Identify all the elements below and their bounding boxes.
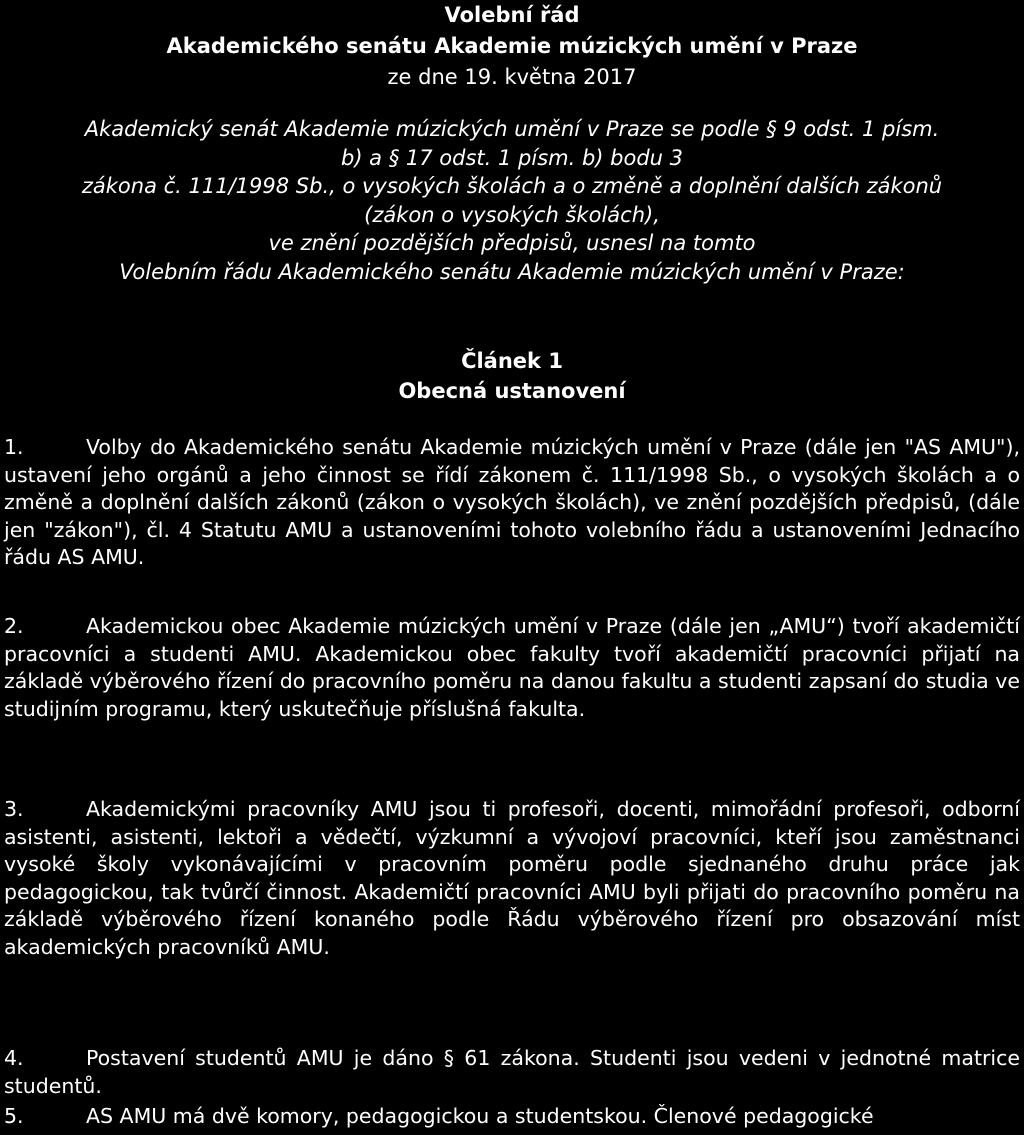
preamble-line: Akademický senát Akademie múzických umění v Praze se podle § 9 odst. 1 písm. (84, 117, 940, 141)
paragraph-text: Akademickými pracovníky AMU jsou ti profesoři, docenti, mimořádní profesoři, odborní asistenti, asistenti, lektoři a vědečtí, výzkumní a vývojoví pracovníci, kteří jsou zaměstnanci vysoké školy vykonávajícími v pracovním poměru podle sjednaného druhu práce jak pedagogickou, tak tvůrčí činnost. Akademičtí pracovníci AMU byli přijati do pracovního poměru na základě výběrového řízení konaného podle Řádu výběrového řízení pro obsazování míst akademických pracovníků AMU. (4, 797, 1020, 959)
preamble-line: zákona č. 111/1998 Sb., o vysokých školách a o změně a doplnění dalších zákonů (81, 174, 943, 198)
paragraph-text: Volby do Akademického senátu Akademie múzických umění v Praze (dále jen "AS AMU"), ustavení jeho orgánů a jeho činnost se řídí zákonem č. 111/1998 Sb., o vysokých školách a o změně a doplnění dalších zákonů (zákon o vysokých školách), ve znění pozdějších předpisů, (dále jen "zákon"), čl. 4 Statutu AMU a ustanoveními tohoto volebního řádu a ustanoveními Jednacího řádu AS AMU. (4, 435, 1020, 569)
paragraph-number: 1. (4, 435, 24, 459)
paragraph-3 (4, 796, 1020, 961)
article-number: Článek 1 (461, 349, 563, 373)
document-header (0, 0, 1024, 93)
document-date: ze dne 19. května 2017 (387, 65, 637, 89)
paragraph-text: Akademickou obec Akademie múzických umění v Praze (dále jen „AMU“) tvoří akademičtí pracovníci a studenti AMU. Akademickou obec fakulty tvoří akademičtí pracovníci přijatí na základě výběrového řízení do pracovního poměru na danou fakultu a studenti zapsaní do studia ve studijním programu, který uskutečňuje příslušná fakulta. (4, 614, 1020, 721)
article-title: Obecná ustanovení (398, 379, 626, 403)
preamble (0, 115, 1024, 286)
paragraph-number: 3. (4, 797, 24, 821)
document-title: Volební řád (444, 3, 580, 27)
paragraph-text: AS AMU má dvě komory, pedagogickou a studentskou. Členové pedagogické (86, 1104, 874, 1128)
paragraph-text: Postavení studentů AMU je dáno § 61 zákona. Studenti jsou vedeni v jednotné matrice studentů. (4, 1046, 1020, 1098)
paragraph-4 (4, 1045, 1020, 1100)
paragraph-number: 2. (4, 614, 24, 638)
preamble-line: (zákon o vysokých školách), (364, 202, 660, 227)
preamble-line: b) a § 17 odst. 1 písm. b) bodu 3 (340, 145, 684, 170)
preamble-line: Volebním řádu Akademického senátu Akademie múzických umění v Praze: (119, 259, 905, 284)
paragraph-number: 4. (4, 1046, 24, 1070)
article-heading (0, 346, 1024, 406)
paragraph-1 (4, 434, 1020, 572)
paragraph-5 (4, 1103, 1020, 1131)
paragraph-2 (4, 613, 1020, 723)
paragraph-number: 5. (4, 1104, 24, 1128)
document-subtitle: Akademického senátu Akademie múzických umění v Praze (166, 34, 858, 58)
preamble-line: ve znění pozdějších předpisů, usnesl na tomto (268, 231, 756, 255)
